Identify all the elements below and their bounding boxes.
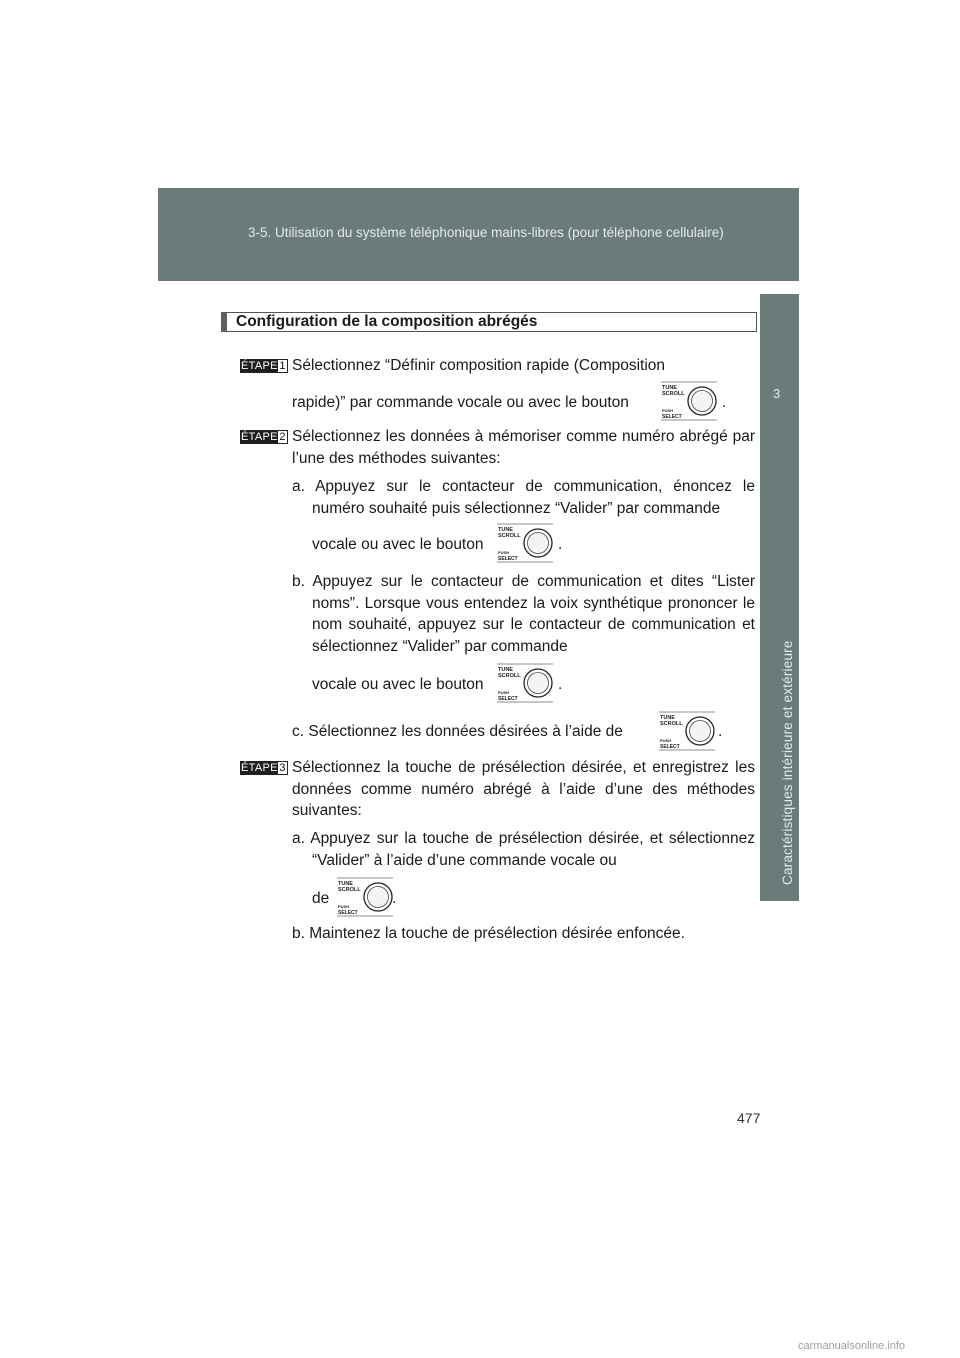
tune-select-knob-icon (495, 523, 555, 563)
svg-text:PUSH: PUSH (338, 904, 350, 909)
svg-text:SCROLL: SCROLL (338, 887, 361, 893)
svg-text:PUSH: PUSH (662, 408, 674, 413)
svg-text:SCROLL: SCROLL (498, 533, 521, 539)
svg-text:PUSH: PUSH (498, 550, 510, 555)
step-2-text: Sélectionnez les données à mémoriser comme numéro abrégé par l’une des méthodes suivantes: (292, 428, 755, 467)
chapter-title: Caractéristiques intérieure et extérieure (780, 640, 795, 885)
step-1-text-line2 (292, 394, 629, 412)
knob-svg (495, 523, 555, 563)
svg-text:SELECT: SELECT (338, 910, 358, 916)
tune-select-knob-icon (495, 663, 555, 703)
svg-text:SELECT: SELECT (662, 414, 682, 420)
step-2-item-b-last-line: vocale ou avec le bouton (312, 676, 484, 693)
step-2-item-b-end: . (558, 676, 563, 693)
step-2-item-b: b. Appuyez sur le contacteur de communication et dites “Lister noms”. Lorsque vous entendez la voix synthétique prononcer le nom souhaité, appuyez sur le contacteur de communication et sélectionnez “Valider” par commande (292, 573, 755, 655)
section-heading (221, 312, 757, 332)
knob-svg (335, 877, 395, 917)
step-3-item-a-end: . (392, 890, 397, 907)
step-3-item-a-last-line: de (312, 890, 330, 907)
step-2-item-a: a. Appuyez sur le contacteur de communication, énoncez le numéro souhaité puis sélectionnez “Valider” par commande (292, 478, 755, 517)
step-2-marker (240, 430, 288, 444)
step-3-item-b: b. Maintenez la touche de présélection désirée enfoncée. (292, 925, 685, 942)
step-label: ÉTAPE (241, 762, 278, 774)
svg-text:SELECT: SELECT (498, 696, 518, 702)
step-label: ÉTAPE (241, 431, 278, 443)
svg-text:SCROLL: SCROLL (662, 391, 685, 397)
svg-text:SELECT: SELECT (660, 744, 680, 750)
step-number: 3 (279, 762, 286, 774)
chapter-number: 3 (773, 386, 781, 401)
page-number: 477 (737, 1110, 761, 1126)
svg-text:SCROLL: SCROLL (660, 721, 683, 727)
step-3-text: Sélectionnez la touche de présélection désirée, et enregistrez les données comme numéro abrégé à l’aide d’une des méthodes suivantes: (292, 759, 755, 819)
step-label: ÉTAPE (241, 360, 278, 372)
tune-select-knob-icon (659, 381, 719, 421)
step-1-text-line1: Sélectionnez “Définir composition rapide (Composition (292, 357, 666, 374)
step-2-item-c-end: . (718, 723, 723, 740)
svg-text:TUNE: TUNE (338, 881, 353, 887)
knob-svg (495, 663, 555, 703)
step-2-item-c: c. Sélectionnez les données désirées à l’aide de (292, 723, 623, 740)
svg-text:SELECT: SELECT (498, 556, 518, 562)
step-number: 1 (279, 360, 286, 372)
knob-svg (657, 711, 717, 751)
step-2-item-a-end: . (558, 536, 563, 553)
step-3-item-a: a. Appuyez sur la touche de présélection désirée, et sélectionnez “Valider” à l’aide d’une commande vocale ou (292, 830, 755, 869)
step-number: 2 (279, 431, 286, 443)
step-1-end: . (722, 394, 727, 411)
svg-text:TUNE: TUNE (660, 715, 675, 721)
step-1-text-line2-content: rapide)” par commande vocale ou avec le bouton (292, 394, 629, 411)
section-breadcrumb: 3-5. Utilisation du système téléphonique mains-libres (pour téléphone cellulaire) (248, 225, 724, 240)
svg-text:TUNE: TUNE (498, 527, 513, 533)
step-2-item-a-last-line: vocale ou avec le bouton (312, 536, 484, 553)
tune-select-knob-icon (335, 877, 395, 917)
watermark: carmanualsonline.info (798, 1340, 906, 1352)
svg-text:SCROLL: SCROLL (498, 673, 521, 679)
section-heading-text: Configuration de la composition abrégés (236, 313, 538, 330)
step-1-marker (240, 359, 288, 373)
svg-text:TUNE: TUNE (662, 385, 677, 391)
svg-text:TUNE: TUNE (498, 667, 513, 673)
tune-select-knob-icon (657, 711, 717, 751)
svg-text:PUSH: PUSH (660, 738, 672, 743)
knob-svg (659, 381, 719, 421)
step-3-marker (240, 761, 288, 775)
svg-text:PUSH: PUSH (498, 690, 510, 695)
